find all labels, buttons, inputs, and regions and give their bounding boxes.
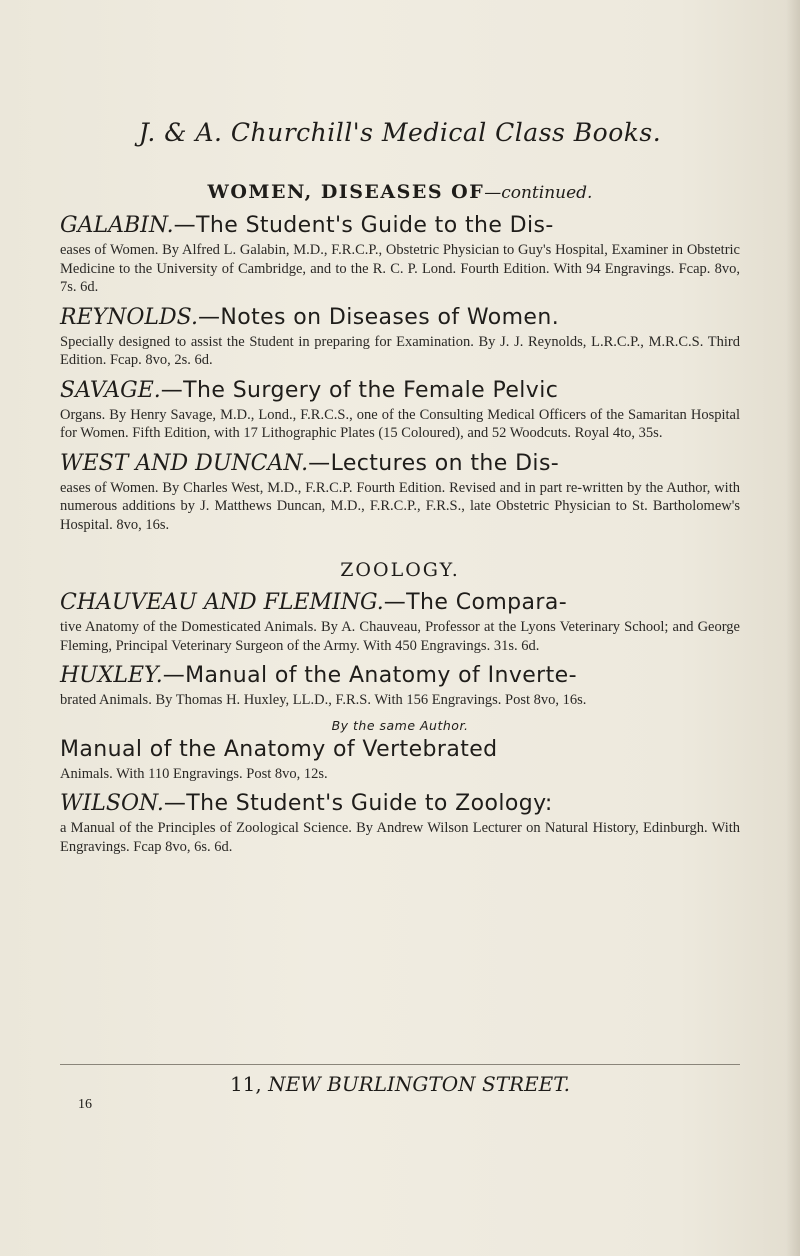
same-author-byline: By the same Author. <box>331 717 469 733</box>
section-gap <box>60 534 740 558</box>
entry-heading <box>60 211 740 241</box>
page-number: 16 <box>78 1097 92 1112</box>
entry-description: Specially designed to assist the Student in preparing for Examination. By J. J. Reynolds, L.R.C.P., M.R.C.S. Third Edition. Fcap. 8vo, 2s. 6d. <box>60 333 740 368</box>
entry-title: —Manual of the Anatomy of Inverte- <box>162 663 577 688</box>
book-entry-huxley-vertebrated <box>60 735 740 784</box>
entry-title: —The Student's Guide to Zoology: <box>163 791 553 816</box>
entry-description: tive Anatomy of the Domesticated Animals. By A. Chauveau, Professor at the Lyons Veterinary School; and George Fleming, Principal Veterinary Surgeon of the Army. With 450 Engravings. 31s. 6d. <box>60 619 740 654</box>
entry-description: eases of Women. By Alfred L. Galabin, M.D., F.R.C.P., Obstetric Physician to Guy's Hospital, Examiner in Obstetric Medicine to the University of Cambridge, and to the R. C. P. Lond. Fourth Edition. With 94 Engravings. Fcap. 8vo, 7s. 6d. <box>60 242 740 295</box>
entry-title: —The Student's Guide to the Dis- <box>173 213 554 238</box>
book-entry-reynolds <box>60 303 740 370</box>
entry-description: brated Animals. By Thomas H. Huxley, LL.D., F.R.S. With 156 Engravings. Post 8vo, 16s. <box>60 692 587 708</box>
entry-heading <box>60 449 740 479</box>
entry-author: SAVAGE. <box>60 377 161 403</box>
book-entry-savage <box>60 376 740 443</box>
entry-description: Animals. With 110 Engravings. Post 8vo, 12s. <box>60 765 328 782</box>
entry-author: HUXLEY. <box>60 663 163 688</box>
entry-description: Organs. By Henry Savage, M.D., Lond., F.R.C.S., one of the Consulting Medical Officers of the Samaritan Hospital for Women. Fifth Edition, with 17 Lithographic Plates (15 Coloured), and 52 Woodcuts. Royal 4to, 35s. <box>60 406 740 441</box>
entry-title: Manual of the Anatomy of Vertebrated <box>60 736 498 762</box>
book-entry-huxley <box>60 661 740 710</box>
entry-heading <box>60 661 740 691</box>
book-entry-wilson <box>60 789 740 856</box>
book-entry-galabin <box>60 211 740 297</box>
entry-author: GALABIN. <box>60 213 174 238</box>
entry-title: —Lectures on the Dis- <box>308 450 560 476</box>
running-header: J. & A. Churchill's Medical Class Books. <box>138 118 662 147</box>
entry-title: —The Surgery of the Female Pelvic <box>160 377 559 403</box>
section-title-zoology <box>60 558 740 582</box>
section-title-caps: ZOOLOGY. <box>340 559 460 581</box>
entry-author: CHAUVEAU AND FLEMING. <box>60 590 384 615</box>
entry-heading <box>60 303 740 333</box>
entry-title: —Notes on Diseases of Women. <box>197 304 560 330</box>
book-entry-chauveau-fleming <box>60 588 740 655</box>
entry-heading <box>60 735 740 765</box>
page-edge-shadow <box>786 0 800 1256</box>
entry-heading <box>60 376 740 406</box>
book-entry-west-duncan <box>60 449 740 535</box>
entry-description: a Manual of the Principles of Zoological Science. By Andrew Wilson Lecturer on Natural History, Edinburgh. With Engravings. Fcap 8vo, 6s. 6d. <box>60 820 740 855</box>
entry-heading <box>60 789 740 819</box>
entry-heading <box>60 588 740 618</box>
address-number: 11, <box>229 1072 262 1096</box>
footer-rule <box>60 1064 740 1065</box>
entry-title: —The Compara- <box>383 590 568 615</box>
page-content <box>60 180 740 856</box>
section-title-women-diseases <box>60 180 740 205</box>
publisher-address <box>60 1072 740 1096</box>
entry-author: WEST AND DUNCAN. <box>60 450 309 476</box>
address-street: NEW BURLINGTON STREET. <box>268 1072 571 1096</box>
entry-author: REYNOLDS. <box>60 304 198 330</box>
entry-author: WILSON. <box>60 791 164 816</box>
section-title-caps: WOMEN, DISEASES OF <box>207 181 485 203</box>
entry-description: eases of Women. By Charles West, M.D., F.R.C.P. Fourth Edition. Revised and in part re-written by the Author, with numerous additions by J. Matthews Duncan, M.D., F.R.C.P., F.R.S., late Obstetric Physician to St. Bartholomew's Hospital. 8vo, 16s. <box>60 479 740 533</box>
section-title-continued: —continued. <box>484 183 593 203</box>
